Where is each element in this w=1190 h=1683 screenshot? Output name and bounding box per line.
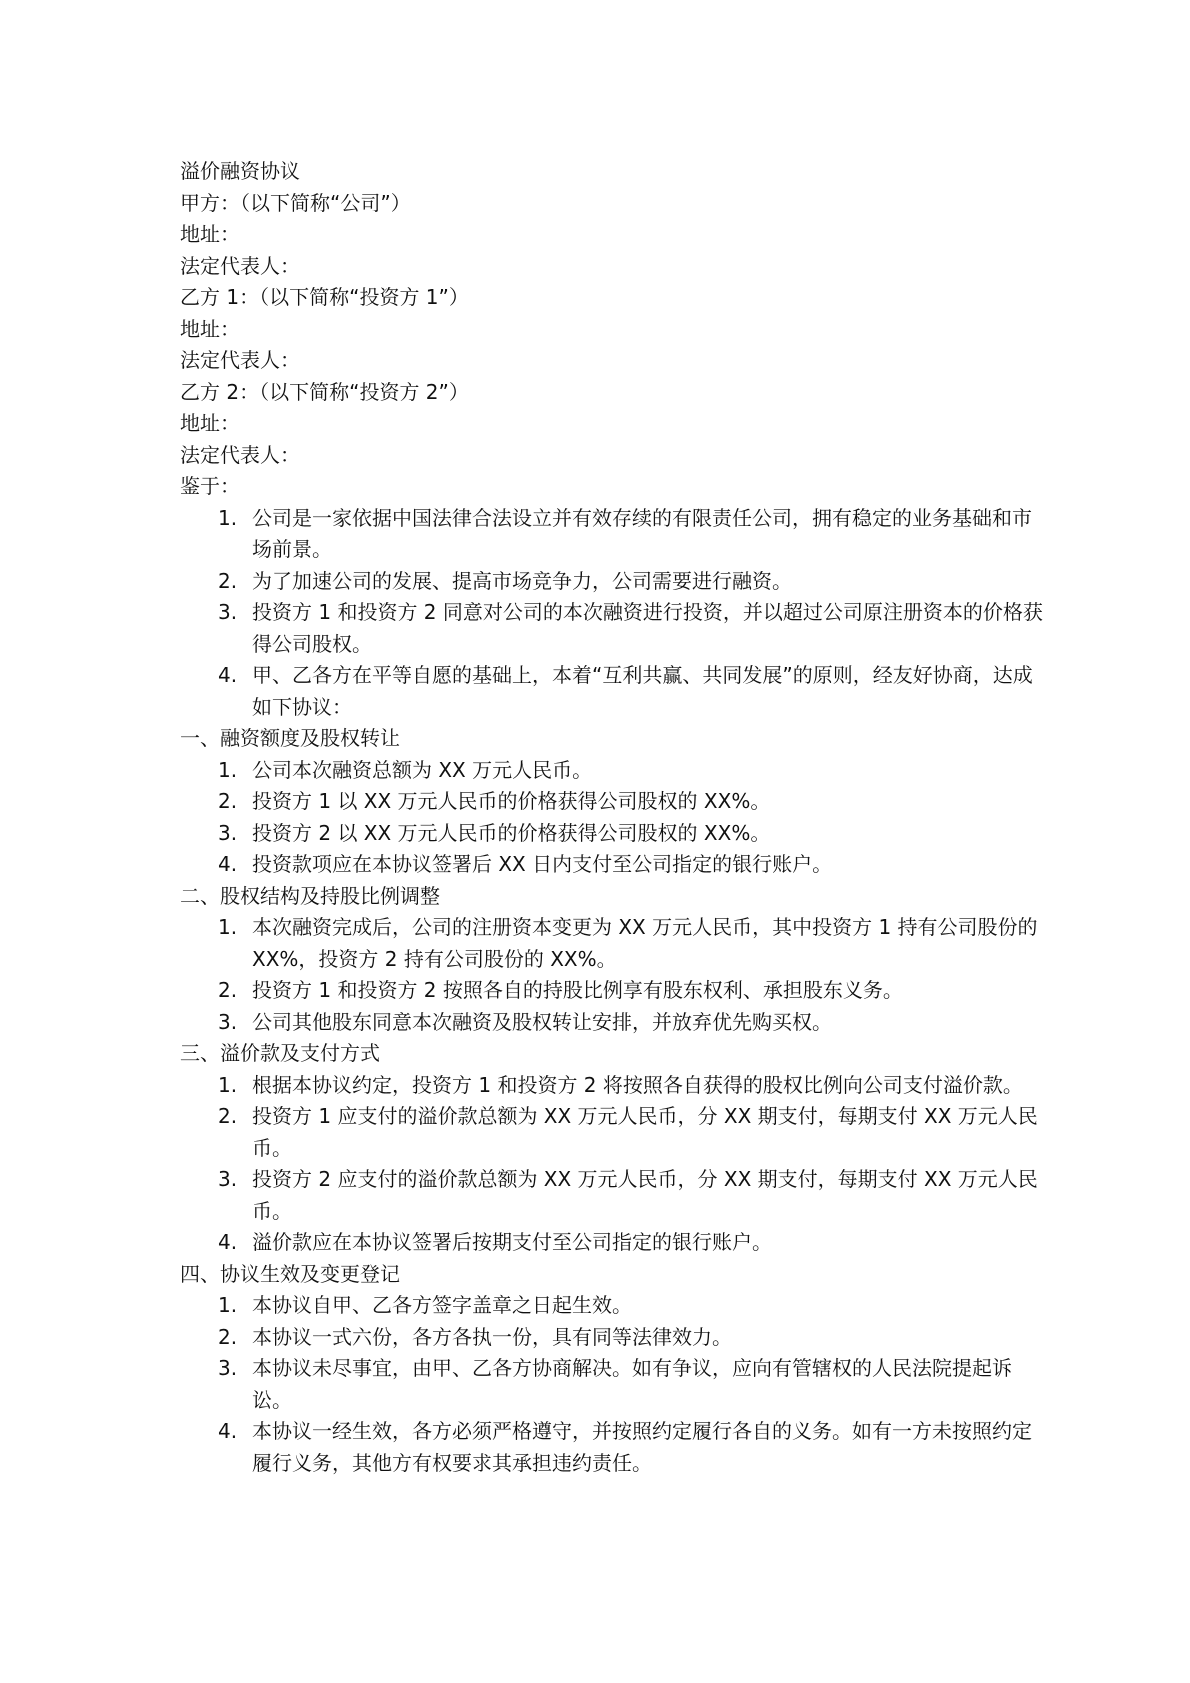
list-item-number: 2.: [218, 568, 238, 593]
list-item-text: 甲、乙各方在平等自愿的基础上，本着“互利共赢、共同发展”的原则，经友好协商，达成如下协议：: [252, 663, 1033, 719]
list-item-text: 公司其他股东同意本次融资及股权转让安排，并放弃优先购买权。: [252, 1009, 832, 1034]
list-item: [180, 849, 1050, 881]
list-item-text: 公司本次融资总额为 XX 万元人民币。: [252, 757, 593, 782]
list-item: [180, 975, 1050, 1007]
party-a-address: 地址：: [180, 222, 240, 246]
list-item-number: 2.: [218, 789, 238, 813]
list-item-number: 4.: [218, 1419, 238, 1443]
list-item: [180, 597, 1050, 660]
list-item-number: 3.: [218, 820, 238, 845]
party-b2-address: 地址：: [180, 411, 240, 435]
list-item-number: 3.: [218, 1167, 238, 1191]
list-item: [180, 1290, 1050, 1322]
list-item-number: 1.: [218, 1072, 238, 1097]
list-item-number: 4.: [218, 663, 238, 687]
party-b2-line: 乙方 2：（以下简称“投资方 2”）: [180, 379, 469, 404]
list-item-number: 3.: [218, 1356, 238, 1380]
section-heading-premium-payment: 三、溢价款及支付方式: [180, 1041, 380, 1065]
list-item-text: 根据本协议约定，投资方 1 和投资方 2 将按照各自获得的股权比例向公司支付溢价款。: [252, 1072, 1023, 1097]
list-item-text: 为了加速公司的发展、提高市场竞争力，公司需要进行融资。: [252, 568, 792, 593]
list-item-text: 本协议自甲、乙各方签字盖章之日起生效。: [252, 1293, 632, 1317]
list-item-text: 投资款项应在本协议签署后 XX 日内支付至公司指定的银行账户。: [252, 852, 833, 876]
list-item: [180, 1322, 1050, 1354]
list-item: [180, 1070, 1050, 1102]
list-item-number: 2.: [218, 1324, 238, 1349]
list-item-text: 投资方 2 应支付的溢价款总额为 XX 万元人民币，分 XX 期支付，每期支付 XX 万元人民币。: [252, 1167, 1038, 1223]
list-item: [180, 503, 1050, 566]
document-page: [180, 156, 1050, 1479]
list-item-number: 1.: [218, 505, 238, 530]
list-item-number: 1.: [218, 757, 238, 782]
list-item-number: 1.: [218, 915, 238, 939]
list-item-text: 本协议一经生效，各方必须严格遵守，并按照约定履行各自的义务。如有一方未按照约定履行义务，其他方有权要求其承担违约责任。: [252, 1419, 1032, 1475]
list-item: [180, 818, 1050, 850]
party-b1-line: 乙方 1：（以下简称“投资方 1”）: [180, 285, 469, 309]
list-item-number: 2.: [218, 978, 238, 1002]
section-list-equity-structure: [180, 912, 1050, 1038]
party-b2-representative: 法定代表人：: [180, 442, 300, 467]
document-title: 溢价融资协议: [180, 159, 300, 183]
list-item: [180, 786, 1050, 818]
list-item: [180, 1353, 1050, 1416]
section-list-premium-payment: [180, 1070, 1050, 1259]
recitals-heading: 鉴于：: [180, 474, 240, 498]
list-item-number: 4.: [218, 852, 238, 876]
list-item-text: 本协议未尽事宜，由甲、乙各方协商解决。如有争议，应向有管辖权的人民法院提起诉讼。: [252, 1356, 1012, 1412]
list-item-number: 1.: [218, 1293, 238, 1317]
list-item: [180, 1101, 1050, 1164]
recitals-list: [180, 503, 1050, 724]
list-item: [180, 660, 1050, 723]
list-item: [180, 1007, 1050, 1039]
section-heading-financing: 一、融资额度及股权转让: [180, 726, 400, 750]
section-list-financing: [180, 755, 1050, 881]
list-item-text: 本次融资完成后，公司的注册资本变更为 XX 万元人民币，其中投资方 1 持有公司股份的 XX%，投资方 2 持有公司股份的 XX%。: [252, 915, 1038, 971]
list-item-text: 溢价款应在本协议签署后按期支付至公司指定的银行账户。: [252, 1230, 772, 1254]
list-item-number: 3.: [218, 1009, 238, 1034]
section-heading-equity-structure: 二、股权结构及持股比例调整: [180, 883, 440, 908]
party-b1-address: 地址：: [180, 316, 240, 341]
list-item-number: 2.: [218, 1104, 238, 1128]
list-item: [180, 1164, 1050, 1227]
section-list-effectiveness: [180, 1290, 1050, 1479]
party-a-representative: 法定代表人：: [180, 253, 300, 278]
list-item-number: 4.: [218, 1230, 238, 1254]
list-item-text: 公司是一家依据中国法律合法设立并有效存续的有限责任公司，拥有稳定的业务基础和市场前景。: [252, 505, 1032, 561]
list-item: [180, 566, 1050, 598]
list-item-text: 投资方 1 应支付的溢价款总额为 XX 万元人民币，分 XX 期支付，每期支付 XX 万元人民币。: [252, 1104, 1038, 1160]
party-b1-representative: 法定代表人：: [180, 348, 300, 372]
list-item-text: 本协议一式六份，各方各执一份，具有同等法律效力。: [252, 1324, 732, 1349]
list-item: [180, 1416, 1050, 1479]
list-item: [180, 1227, 1050, 1259]
party-a-line: 甲方：（以下简称“公司”）: [180, 190, 411, 215]
list-item: [180, 912, 1050, 975]
list-item-number: 3.: [218, 600, 238, 624]
list-item-text: 投资方 2 以 XX 万元人民币的价格获得公司股权的 XX%。: [252, 820, 771, 845]
list-item-text: 投资方 1 以 XX 万元人民币的价格获得公司股权的 XX%。: [252, 789, 771, 813]
list-item-text: 投资方 1 和投资方 2 按照各自的持股比例享有股东权利、承担股东义务。: [252, 978, 903, 1002]
section-heading-effectiveness: 四、协议生效及变更登记: [180, 1261, 400, 1286]
list-item: [180, 755, 1050, 787]
list-item-text: 投资方 1 和投资方 2 同意对公司的本次融资进行投资，并以超过公司原注册资本的价格获得公司股权。: [252, 600, 1043, 656]
